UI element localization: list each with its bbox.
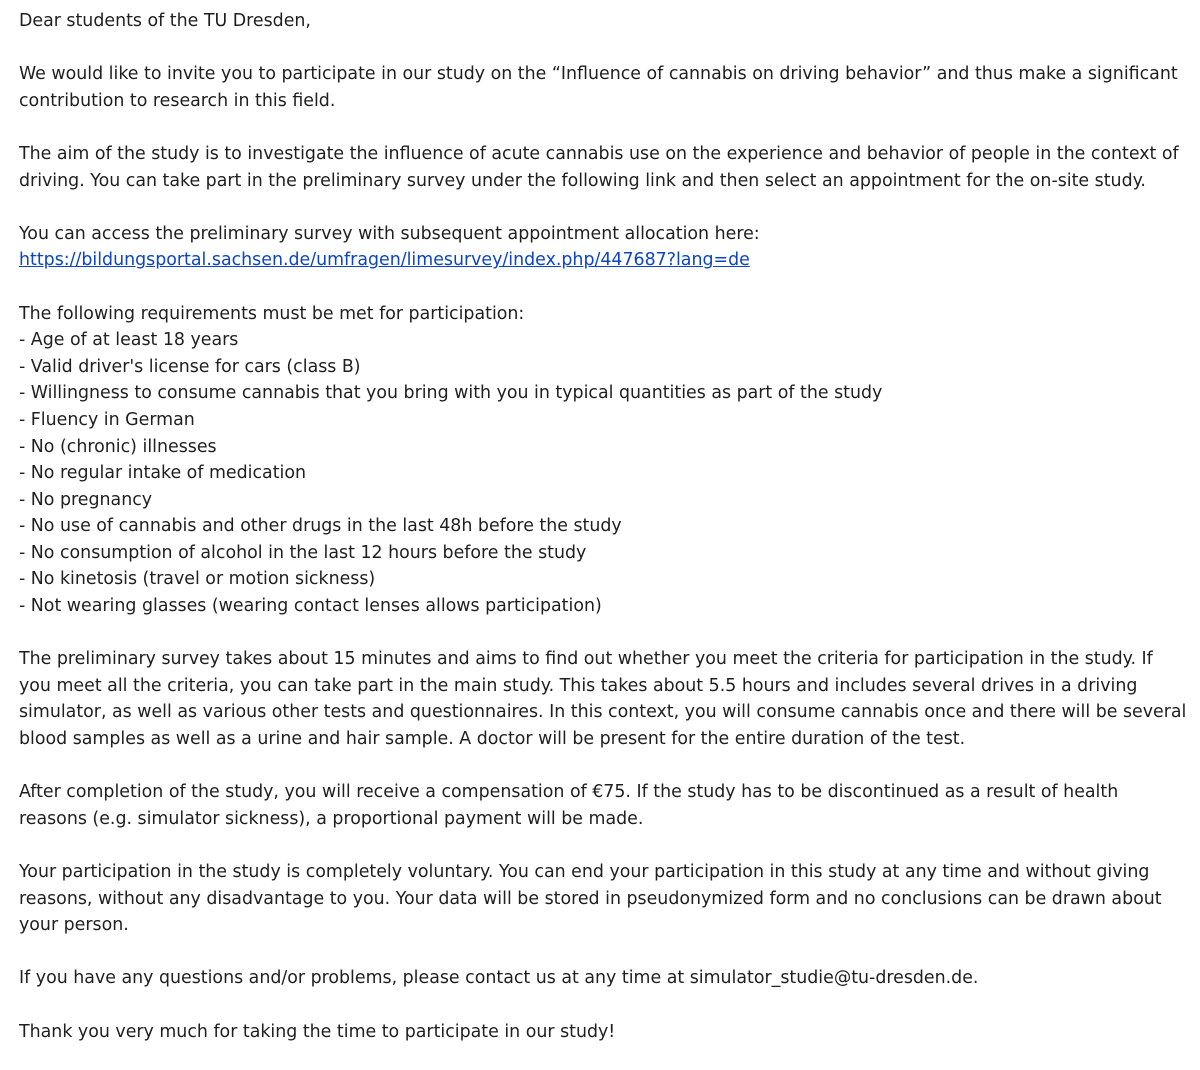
invitation-paragraph: We would like to invite you to participate in our study on the “Influence of cannabis on driving behavior” and thus make a significant contribution to research in this field. [19, 64, 1178, 111]
survey-details-paragraph: The preliminary survey takes about 15 minutes and aims to find out whether you meet the criteria for participation in the study. If you meet all the criteria, you can take part in the main study. This takes about 5.5 hours and includes several drives in a driving simulator, as well as various other tests and questionnaires. In this context, you will consume cannabis once and there will be several blood samples as well as a urine and hair sample. A doctor will be present for the entire duration of the test. [19, 649, 1187, 750]
requirement-item: - No regular intake of medication [19, 463, 307, 484]
survey-link-line [19, 247, 1189, 274]
contact-paragraph: If you have any questions and/or problems, please contact us at any time at simulator_studie@tu-dresden.de. [19, 968, 979, 989]
access-intro: You can access the preliminary survey with subsequent appointment allocation here: [19, 223, 760, 244]
requirement-item: - No use of cannabis and other drugs in the last 48h before the study [19, 516, 622, 537]
paragraph-gap [19, 939, 1189, 966]
requirements-intro: The following requirements must be met for participation: [19, 303, 525, 324]
paragraph-gap [19, 620, 1189, 647]
thanks-paragraph: Thank you very much for taking the time to participate in our study! [19, 1021, 616, 1042]
paragraph-gap [19, 35, 1189, 62]
requirement-item: - No pregnancy [19, 489, 153, 510]
voluntary-paragraph: Your participation in the study is completely voluntary. You can end your participation in this study at any time and without giving reasons, without any disadvantage to you. Your data will be stored in pseudonymized form and no conclusions can be drawn about your person. [19, 862, 1162, 936]
requirement-item: - No kinetosis (travel or motion sickness) [19, 569, 376, 590]
greeting: Dear students of the TU Dresden, [19, 11, 311, 31]
requirement-item: - Age of at least 18 years [19, 330, 239, 351]
requirements-list [19, 327, 1189, 620]
paragraph-gap [19, 274, 1189, 301]
paragraph-gap [19, 194, 1189, 221]
email-body [19, 8, 1189, 1045]
paragraph-gap [19, 114, 1189, 141]
paragraph-gap [19, 832, 1189, 859]
survey-link[interactable]: https://bildungsportal.sachsen.de/umfragen/limesurvey/index.php/447687?lang=de [19, 250, 750, 271]
requirement-item: - No (chronic) illnesses [19, 436, 217, 457]
requirement-item: - Not wearing glasses (wearing contact lenses allows participation) [19, 596, 602, 617]
requirement-item: - Fluency in German [19, 409, 195, 430]
requirement-item: - No consumption of alcohol in the last 12 hours before the study [19, 542, 587, 563]
requirement-item: - Valid driver's license for cars (class B) [19, 356, 361, 377]
paragraph-gap [19, 992, 1189, 1019]
aim-paragraph: The aim of the study is to investigate the influence of acute cannabis use on the experience and behavior of people in the context of driving. You can take part in the preliminary survey under the following link and then select an appointment for the on-site study. [19, 143, 1179, 191]
compensation-paragraph: After completion of the study, you will receive a compensation of €75. If the study has to be discontinued as a result of health reasons (e.g. simulator sickness), a proportional payment will be made. [19, 782, 1119, 829]
requirement-item: - Willingness to consume cannabis that you bring with you in typical quantities as part of the study [19, 383, 883, 404]
paragraph-gap [19, 753, 1189, 780]
